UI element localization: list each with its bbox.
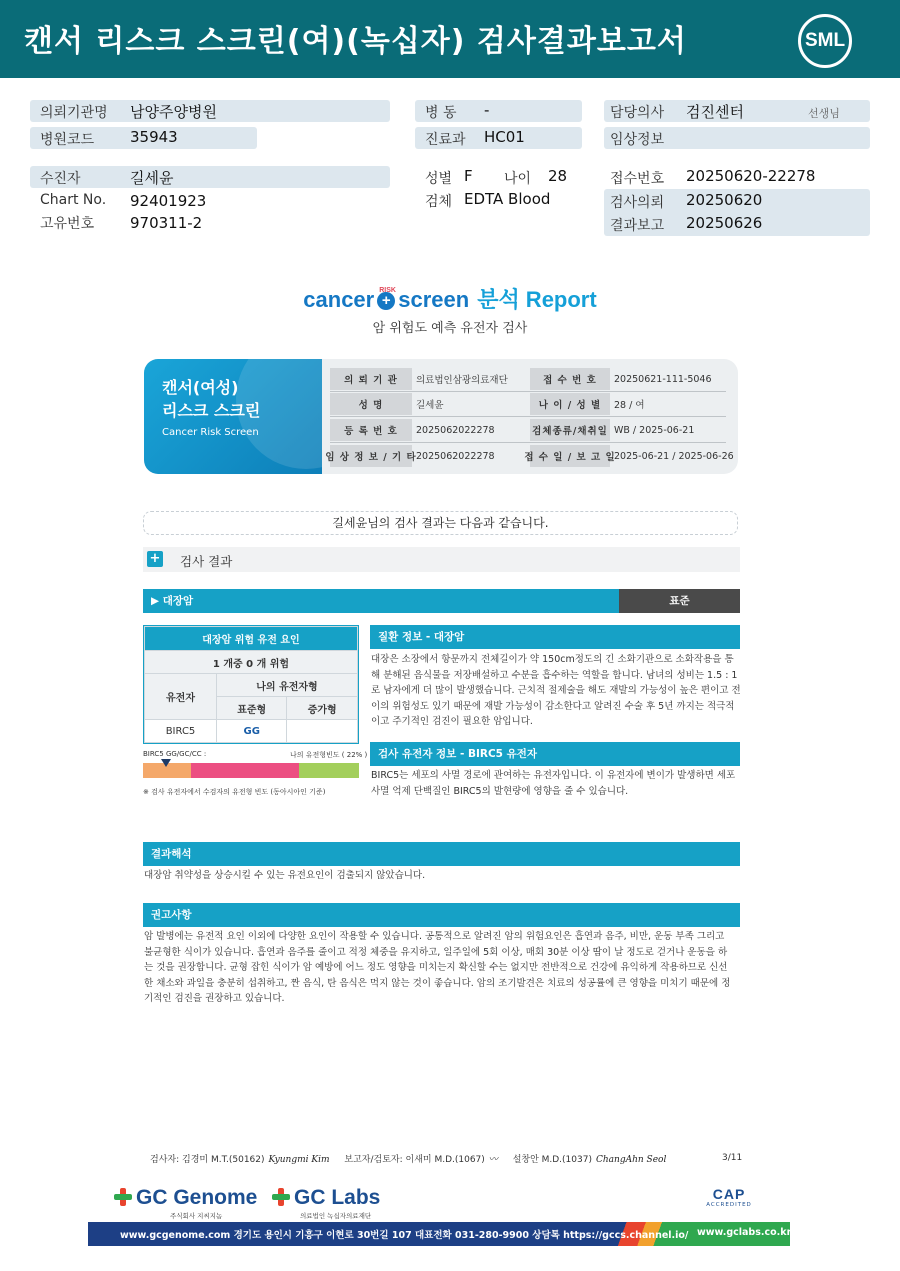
reviewer-name: 이새미 M.D.(1067) bbox=[405, 1155, 485, 1165]
age-value: 28 bbox=[548, 167, 568, 185]
doctor-suffix: 선생님 bbox=[808, 107, 840, 120]
card-key: 나 이 / 성 별 bbox=[530, 393, 610, 415]
page-title: 캔서 리스크 스크린(여)(녹십자) 검사결과보고서 bbox=[24, 24, 687, 59]
logo-report: 분석 Report bbox=[477, 287, 597, 312]
footer-address: www.gcgenome.com 경기도 용인시 기흥구 이현로 30번길 107 대표전화 031-280-9900 상담톡 https://gccs.channel.io/ bbox=[120, 1230, 689, 1241]
sml-logo: SML bbox=[798, 14, 852, 68]
org-label: 의뢰기관명 bbox=[40, 105, 108, 121]
specimen-value: EDTA Blood bbox=[464, 190, 551, 208]
dept-label: 진료과 bbox=[425, 132, 466, 148]
footer-url: www.gclabs.co.kr bbox=[697, 1227, 792, 1238]
doctor-label: 담당의사 bbox=[610, 105, 665, 121]
tester-signature: Kyungmi Kim bbox=[268, 1155, 330, 1165]
gc-labs-sub: 의료법인 녹십자의료재단 bbox=[300, 1212, 372, 1220]
card-value: WB / 2025-06-21 bbox=[614, 424, 695, 436]
cancer-screen-logo bbox=[0, 283, 900, 314]
advice-text: 암 발병에는 유전적 요인 이외에 다양한 요인이 작용할 수 있습니다. 공통적으로 알려진 암의 위험요인은 흡연과 음주, 비만, 운동 부족 그리고 불균형한 식이가 있습니다. 흡연과 음주를 줄이고 적정 체중을 유지하고, 일주일에 5회 이상, 매회 30분 이상 땀이 날 정도로 걷거나 운동을 하는 것을 권장합니다. 균형 잡힌 식이가 암 예방에 어느 정도 영향을 미치는지 확신할 수는 없지만 전반적으로 건강에 유익하게 작용하므로 신선한 채소와 과일을 충분히 섭취하고, 짠 음식, 탄 음식은 먹지 않는 것이 좋습니다. 암의 조기발견은 치료의 성공률에 큰 영향을 미치기 때문에 정기적인 검진을 권장하고 있습니다. bbox=[144, 931, 731, 1004]
name-label: 수진자 bbox=[40, 171, 81, 187]
logo-screen: screen bbox=[398, 287, 470, 312]
clinical-label: 임상정보 bbox=[610, 132, 665, 148]
gene-name: BIRC5 bbox=[145, 720, 217, 743]
org-value: 남양주양병원 bbox=[130, 103, 217, 121]
card-title-1: 캔서(여성) bbox=[162, 378, 239, 397]
receipt-value: 20250620-22278 bbox=[686, 167, 816, 185]
card-value: 20250621-111-5046 bbox=[614, 373, 712, 385]
name-row bbox=[30, 166, 390, 188]
risk-level-badge: 표준 bbox=[619, 589, 740, 613]
result-section-title: 검사 결과 bbox=[180, 554, 233, 569]
receipt-label: 접수번호 bbox=[610, 171, 665, 187]
disease-info-text: 대장은 소장에서 항문까지 전체길이가 약 150cm정도의 긴 소화기관으로 소화작용을 통해 분해된 음식물을 저장배설하고 수분을 흡수하는 역할을 합니다. 남녀의 성비는 1.5 : 1로 남자에게 더 많이 발생했습니다. 근치적 절제술을 해도 재발의 가능성이 높은 편이고 전이의 위험성도 있기 때문에 재발 가능성이 감소한다고 알려진 수술 후 5년 까지는 적극적이고 주기적인 검진이 필요한 암입니다. bbox=[371, 654, 741, 727]
freq-segment bbox=[299, 763, 359, 778]
card-key: 의 뢰 기 관 bbox=[330, 368, 412, 390]
gene-table-summary: 1 개중 0 개 위험 bbox=[145, 651, 358, 674]
interpretation-text: 대장암 취약성을 상승시킬 수 있는 유전요인이 검출되지 않았습니다. bbox=[144, 870, 426, 881]
card-key: 임 상 정 보 / 기 타 bbox=[330, 445, 412, 467]
card-divider bbox=[330, 391, 726, 392]
specimen-label: 검체 bbox=[425, 194, 453, 210]
advice-header: 권고사항 bbox=[143, 903, 740, 927]
card-key: 등 록 번 호 bbox=[330, 419, 412, 441]
logo-risk: RISK bbox=[379, 287, 396, 294]
plus-icon: + RISK bbox=[377, 292, 395, 310]
uid-value: 970311-2 bbox=[130, 214, 203, 232]
cap-title: CAP bbox=[712, 1186, 746, 1202]
sex-value: F bbox=[464, 167, 473, 185]
card-value: 28 / 여 bbox=[614, 400, 645, 411]
interpretation-header: 결과해석 bbox=[143, 842, 740, 866]
disease-info-header: 질환 정보 - 대장암 bbox=[370, 625, 740, 649]
standard-header: 표준형 bbox=[217, 697, 287, 720]
increased-value bbox=[287, 720, 358, 743]
logo-cancer: cancer bbox=[303, 287, 375, 312]
gene-header: 유전자 bbox=[145, 674, 217, 720]
age-label: 나이 bbox=[504, 171, 532, 187]
increased-header: 증가형 bbox=[287, 697, 358, 720]
result-banner: 길세윤님의 검사 결과는 다음과 같습니다. bbox=[143, 511, 738, 535]
card-value: 의료법인삼광의료재단 bbox=[416, 375, 508, 386]
name-value: 길세윤 bbox=[130, 169, 174, 187]
card-key: 접 수 일 / 보 고 일 bbox=[530, 445, 610, 467]
report-date-value: 20250626 bbox=[686, 214, 763, 232]
signature-line bbox=[150, 1152, 750, 1165]
genotype-frequency-bar bbox=[143, 763, 359, 778]
card-divider bbox=[330, 442, 726, 443]
gene-info-header: 검사 유전자 정보 - BIRC5 유전자 bbox=[370, 742, 740, 766]
sex-label: 성별 bbox=[425, 171, 453, 187]
code-value: 35943 bbox=[130, 128, 178, 146]
freq-segment bbox=[191, 763, 299, 778]
card-key: 성 명 bbox=[330, 393, 412, 415]
my-genotype-marker-icon bbox=[161, 759, 171, 767]
reviewer-signature: 〰 bbox=[488, 1155, 498, 1165]
freq-label: BIRC5 GG/GC/CC : bbox=[143, 750, 207, 758]
ward-label: 병 동 bbox=[425, 105, 457, 121]
ward-value: - bbox=[484, 101, 490, 119]
report-subtitle: 암 위험도 예측 유전자 검사 bbox=[372, 321, 528, 336]
approver-name: 설창안 M.D.(1037) bbox=[512, 1155, 592, 1165]
card-key: 검체종류/채취일 bbox=[530, 419, 610, 441]
gc-labs-logo: GC Labs bbox=[272, 1186, 380, 1210]
doctor-value: 검진센터 bbox=[686, 103, 744, 121]
gc-genome-logo: GC Genome bbox=[114, 1186, 257, 1210]
standard-value: GG bbox=[217, 720, 287, 743]
reviewer-label: 보고자/검토자: bbox=[344, 1155, 403, 1165]
my-freq-label: 나의 유전형빈도 ( 22% ) bbox=[290, 751, 368, 759]
approver-signature: ChangAhn Seol bbox=[595, 1155, 667, 1165]
code-label: 병원코드 bbox=[40, 132, 95, 148]
gc-cross-icon bbox=[272, 1188, 290, 1206]
tester-label: 검사자: bbox=[150, 1155, 180, 1165]
card-divider bbox=[330, 416, 726, 417]
request-value: 20250620 bbox=[686, 191, 763, 209]
result-section-bar bbox=[143, 547, 740, 572]
chart-value: 92401923 bbox=[130, 192, 207, 210]
cap-accredited-logo bbox=[694, 1186, 764, 1218]
report-date-label: 결과보고 bbox=[610, 218, 665, 234]
page-number: 3/11 bbox=[722, 1153, 743, 1163]
card-title-2: 리스크 스크린 bbox=[162, 401, 261, 420]
uid-label: 고유번호 bbox=[40, 216, 95, 232]
card-value: 2025-06-21 / 2025-06-26 bbox=[614, 450, 734, 462]
gc-cross-icon bbox=[114, 1188, 132, 1206]
card-value: 2025062022278 bbox=[416, 450, 495, 462]
freq-note: ※ 검사 유전자에서 수검자의 유전형 빈도 (동아시아인 기준) bbox=[143, 788, 326, 796]
card-title-3: Cancer Risk Screen bbox=[162, 427, 259, 438]
colon-cancer-header: ▶ 대장암 bbox=[143, 589, 619, 613]
gene-info-text: BIRC5는 세포의 사멸 경로에 관여하는 유전자입니다. 이 유전자에 변이가 발생하면 세포 사멸 억제 단백질인 BIRC5의 발현량에 영향을 줄 수 있습니다. bbox=[371, 770, 736, 797]
gene-table bbox=[143, 625, 359, 744]
gc-genome-sub: 주식회사 지씨지놈 bbox=[170, 1212, 223, 1220]
card-value: 길세윤 bbox=[416, 400, 444, 411]
dept-value: HC01 bbox=[484, 128, 525, 146]
gene-table-title: 대장암 위험 유전 요인 bbox=[145, 627, 358, 651]
request-label: 검사의뢰 bbox=[610, 195, 665, 211]
card-key: 접 수 번 호 bbox=[530, 368, 610, 390]
my-genotype-header: 나의 유전자형 bbox=[217, 674, 358, 697]
tester-name: 김경미 M.T.(50162) bbox=[182, 1155, 265, 1165]
medical-kit-icon: + bbox=[147, 551, 163, 567]
chart-label: Chart No. bbox=[40, 192, 107, 208]
cap-sub: ACCREDITED bbox=[706, 1202, 752, 1208]
card-value: 2025062022278 bbox=[416, 424, 495, 436]
